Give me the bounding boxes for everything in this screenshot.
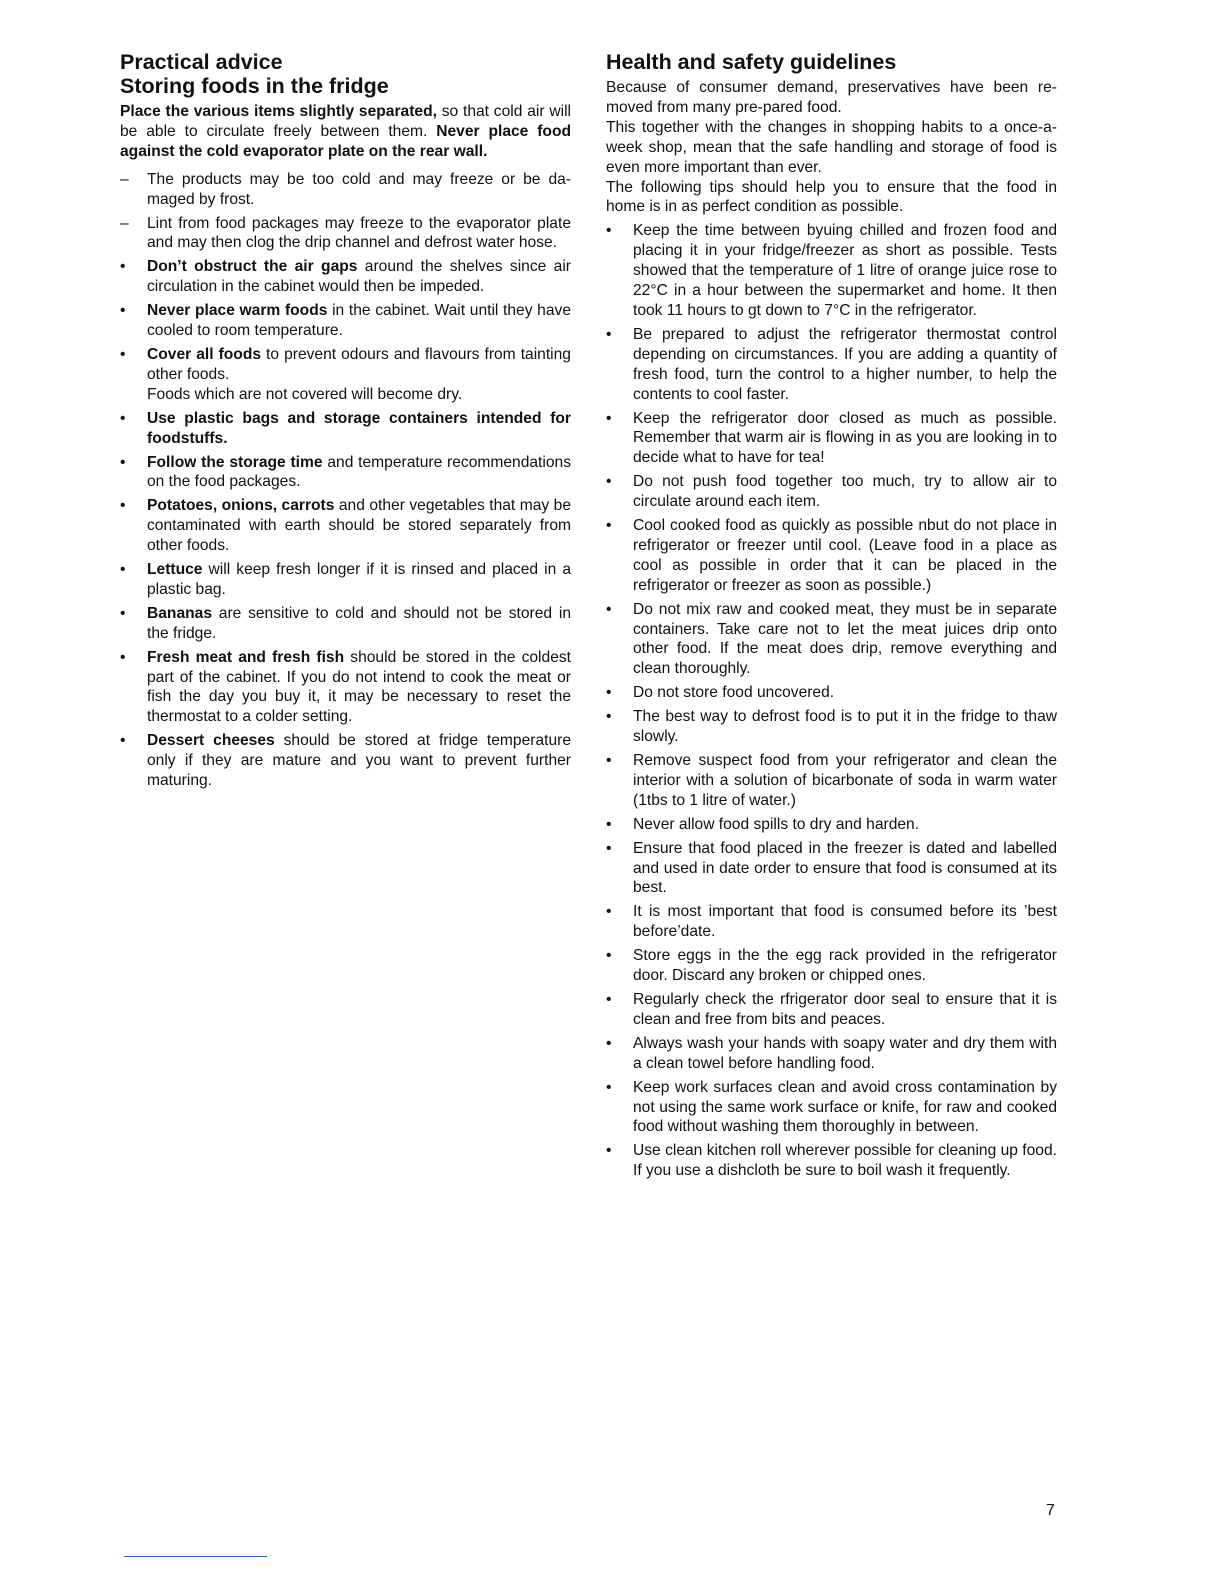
advice-text-part: Lint from food packages may freeze to the evaporator plate and may then clog the drip channel and defrost water hose. [147,214,571,252]
safety-tip-item [606,221,1057,321]
bullet-icon: • [606,708,612,726]
bullet-icon: • [606,752,612,769]
advice-item [120,345,571,405]
bullet-icon: • [606,947,612,965]
safety-tip-text: Ensure that food placed in the freezer is dated and labelled and used in date order to ensure that food is consumed at its best. [633,839,1057,897]
safety-tip-item [606,815,1057,835]
right-column [606,50,1057,1185]
safety-tip-text: Do not push food together too much, try to allow air to circulate around each item. [633,473,1057,511]
safety-tip-text: Keep the time between byuing chilled and frozen food and placing it in your fridge/freezer as short as possible. Tests showed that the temperature of 1 litre of orange juice rose to 22°C in a hour between the supermarket and home. It then took 11 hours to gt down to 7°C in the refrigerator. [633,222,1057,319]
safety-tip-text: Remove suspect food from your refrigerator and clean the interior with a solution of bicarbonate of soda in warm water (1tbs to 1 litre of water.) [633,752,1057,809]
safety-tip-text: The best way to defrost food is to put it in the fridge to thaw slowly. [633,708,1057,746]
bullet-icon: • [606,1034,612,1052]
safety-tip-text: Do not store food uncovered. [633,684,835,702]
storage-advice-list [120,170,571,791]
safety-tip-item [606,516,1057,596]
safety-tip-item [606,683,1057,703]
safety-tip-item [606,1034,1057,1074]
dash-icon: – [120,214,129,232]
advice-item [120,214,571,254]
advice-text-part: and temperature recommendations on the food packages. [147,453,571,491]
safety-tip-item [606,409,1057,469]
intro-paragraph-2: This together with the changes in shopping habits to a once-a-week shop, mean that the safe handling and storage of food is even more important than ever. [606,118,1057,176]
advice-text-part: will keep fresh longer if it is rinsed and placed in a plastic bag. [147,561,571,598]
safety-tips-list [606,221,1057,1181]
intro-text-part: Never place food against the cold evaporator plate on the rear wall. [120,122,572,160]
advice-text-part: Cover all foods [147,345,262,363]
bullet-icon: • [120,302,126,320]
safety-tip-item [606,707,1057,747]
intro-paragraph-3: The following tips should help you to ensure that the food in home is in as perfect condition as possible. [606,178,1057,216]
bullet-icon: • [606,684,612,702]
bullet-icon: • [606,600,612,618]
safety-tip-item [606,600,1057,680]
section-title: Practical advice [120,50,283,74]
bullet-icon: • [120,409,126,427]
safety-tip-item [606,472,1057,512]
advice-text-part: Dessert cheeses [147,732,275,750]
safety-tip-item [606,751,1057,811]
bullet-icon: • [606,409,612,427]
safety-tip-text: Keep work surfaces clean and avoid cross contamination by not using the same work surface or knife, for raw and cooked food without washing them thoroughly in between. [633,1078,1057,1136]
safety-tip-text: Use clean kitchen roll wherever possible for cleaning up food. If you use a dishcloth be sure to boil wash it frequently. [633,1142,1057,1180]
bullet-icon: • [606,325,612,343]
advice-text-part: Potatoes, onions, carrots [147,497,335,515]
safety-tip-text: Be prepared to adjust the refrigerator thermostat control depending on circumstances. If you are adding a quantity of fresh food, turn the control to a higher number, to help the contents to cool faster. [633,325,1057,403]
advice-item [120,257,571,297]
advice-text-part: The products may be too cold and may freeze or be damaged by frost. [147,170,571,208]
bullet-icon: • [606,1142,612,1160]
intro-text-part: so that cold air will be able to circulate freely between them. [120,103,571,140]
bullet-icon: • [120,732,126,750]
page-number: 7 [1046,1502,1055,1519]
safety-tip-item [606,946,1057,986]
safety-tip-item [606,1078,1057,1138]
safety-tip-item [606,839,1057,899]
left-column [120,50,571,795]
advice-text-part: Follow the storage time [147,453,323,471]
advice-text-part: and other vegetables that may be contaminated with earth should be stored separately from other foods. [147,497,571,555]
bullet-icon: • [606,1078,612,1096]
safety-tip-text: Store eggs in the the egg rack provided in the refrigerator door. Discard any broken or chipped ones. [633,947,1057,985]
advice-text-part: Foods which are not covered will become dry. [147,385,463,403]
advice-text-part: Fresh meat and fresh fish [147,648,345,666]
advice-item [120,648,571,728]
dash-icon: – [120,170,129,188]
advice-text-part: Bananas [147,604,213,622]
intro-text-part: Place the various items slightly separated, [120,103,437,120]
safety-tip-text: Cool cooked food as quickly as possible nbut do not place in refrigerator or freezer until cool. (Leave food in a place as cool as possible in order that it can be placed in the refrigerator or freezer as soon as possible.) [633,517,1057,594]
advice-text-part: around the shelves since air circulation in the cabinet would then be impeded. [147,258,571,296]
bullet-icon: • [606,473,612,491]
advice-text-part: Use plastic bags and storage containers intended for foodstuffs. [147,409,571,447]
advice-item [120,560,571,600]
advice-item [120,170,571,210]
advice-text-part: in the cabinet. Wait until they have cooled to room temperature. [147,302,571,340]
safety-tip-item [606,325,1057,405]
safety-tip-item [606,1141,1057,1181]
bullet-icon: • [120,561,126,579]
advice-text-part: to prevent odours and flavours from tainting other foods. [147,345,571,383]
section-subtitle: Storing foods in the fridge [120,74,389,98]
bullet-icon: • [120,648,126,666]
bullet-icon: • [120,345,126,363]
bullet-icon: • [606,222,612,240]
safety-tip-text: Always wash your hands with soapy water and dry them with a clean towel before handling food. [633,1034,1057,1072]
bullet-icon: • [606,990,612,1008]
bullet-icon: • [606,517,612,535]
safety-tip-item [606,990,1057,1030]
bullet-icon: • [120,453,126,471]
safety-tip-text: Regularly check the rfrigerator door seal to ensure that it is clean and free from bits and peaces. [633,990,1057,1028]
advice-text-part: Don’t obstruct the air gaps [147,258,358,276]
bullet-icon: • [606,903,612,921]
bullet-icon: • [120,497,126,515]
bullet-icon: • [120,604,126,622]
bullet-icon: • [606,839,612,857]
safety-tip-item [606,902,1057,942]
safety-tip-text: Never allow food spills to dry and harden. [633,815,920,833]
advice-item [120,453,571,493]
intro-paragraph-1: Because of consumer demand, preservatives have been removed from many pre-pared food. [606,79,1057,116]
footer-rule [124,1556,267,1557]
safety-tip-text: It is most important that food is consumed before its ’best before’date. [633,903,1057,941]
advice-text-part: should be stored at fridge temperature only if they are mature and you want to prevent further maturing. [147,732,571,790]
intro-paragraph [120,102,571,162]
advice-text-part: should be stored in the coldest part of the cabinet. If you do not intend to cook the meat or fish the day you buy it, it may be necessary to reset the thermostat to a colder setting. [147,648,571,726]
advice-text-part: Lettuce [147,561,203,579]
safety-tip-text: Do not mix raw and cooked meat, they must be in separate containers. Take care not to let the meat juices drip onto other food. If the meat does drip, remove everything and clean thoroughly. [633,600,1057,678]
advice-item [120,301,571,341]
advice-item [120,731,571,791]
bullet-icon: • [606,815,612,833]
advice-item [120,604,571,644]
advice-item [120,496,571,556]
advice-text-part: are sensitive to cold and should not be stored in the fridge. [147,604,571,642]
advice-item [120,409,571,449]
safety-tip-text: Keep the refrigerator door closed as much as possible. Remember that warm air is flowing in as you are looking in to decide what to have for tea! [633,409,1057,467]
advice-text-part: Never place warm foods [147,302,328,320]
bullet-icon: • [120,258,126,276]
health-safety-title: Health and safety guidelines [606,50,897,74]
